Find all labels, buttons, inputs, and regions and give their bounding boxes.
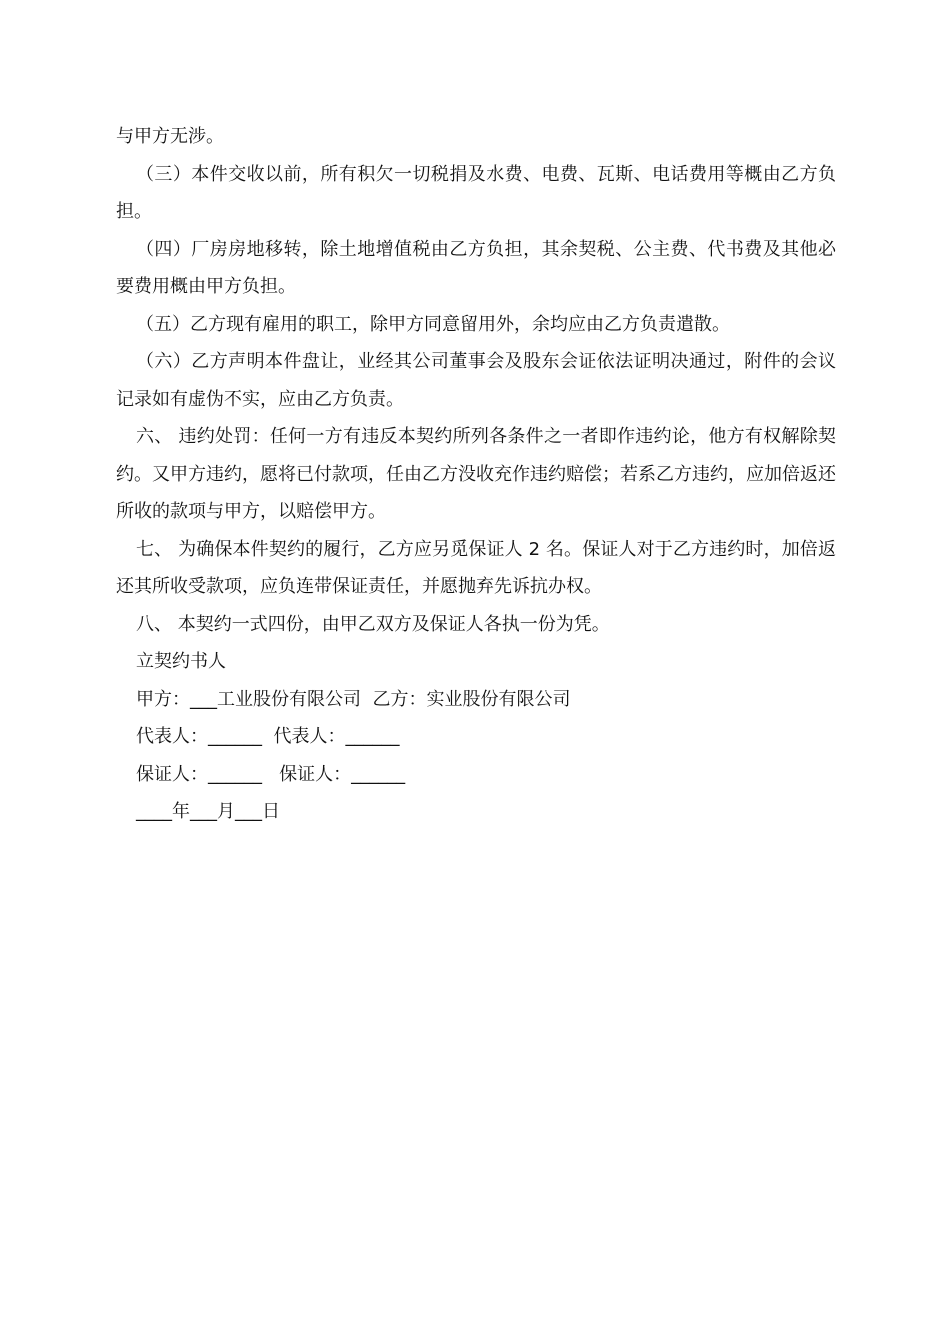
signatories-heading: 立契约书人 — [136, 651, 226, 672]
representative-line: 代表人：______ 代表人：______ — [136, 726, 400, 747]
section-guarantor: 七、 为确保本件契约的履行，乙方应另觅保证人 2 名。保证人对于乙方违约时，加倍返还其所收受款项，应负连带保证责任，并愿抛弃先诉抗办权。 — [116, 538, 836, 597]
signature-block — [116, 643, 836, 831]
party-line: 甲方：___工业股份有限公司 乙方：实业股份有限公司 — [136, 688, 571, 710]
paragraph-continuation: 与甲方无涉。 — [116, 126, 224, 147]
clause-6: （六）乙方声明本件盘让，业经其公司董事会及股东会证依法证明决通过，附件的会议记录如有虚伪不实，应由乙方负责。 — [116, 351, 836, 410]
contract-body — [116, 118, 836, 831]
guarantor-line: 保证人：______ 保证人：______ — [136, 763, 406, 785]
clause-5: （五）乙方现有雇用的职工，除甲方同意留用外，余均应由乙方负责遣散。 — [136, 313, 730, 335]
clause-4: （四）厂房房地移转，除土地增值税由乙方负担，其余契税、公主费、代书费及其他必要费用概由甲方负担。 — [116, 238, 836, 297]
section-copies: 八、 本契约一式四份，由甲乙双方及保证人各执一份为凭。 — [136, 613, 610, 635]
section-breach-penalty: 六、 违约处罚：任何一方有违反本契约所列各条件之一者即作违约论，他方有权解除契约。又甲方违约，愿将已付款项，任由乙方没收充作违约赔偿；若系乙方违约，应加倍返还所收的款项与甲方，以赔偿甲方。 — [116, 426, 836, 522]
clause-3: （三）本件交收以前，所有积欠一切税捐及水费、电费、瓦斯、电话费用等概由乙方负担。 — [116, 163, 836, 222]
date-line: ____年___月___日 — [136, 801, 280, 822]
